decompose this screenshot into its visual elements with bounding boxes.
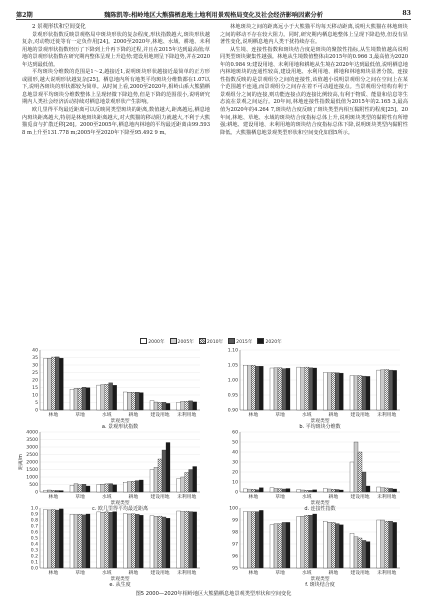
x-tick-label: 水域	[101, 495, 112, 500]
y-axis-label: 距离/m	[19, 454, 24, 470]
legend-label: 2000年	[148, 339, 165, 345]
y-tick-label: 0.8	[30, 518, 38, 524]
bar	[393, 370, 397, 410]
paragraph: 林地斑块之间的距离远小于大熊猫平均每天移动距离,说明大熊猫在林地斑块之间的移动不存在较大阻力。同时,研究期内栖息地整体上呈现下降趋势,但没有显著性变化,说明栖息地内人类干扰持续存在。	[220, 24, 408, 46]
bar	[189, 401, 193, 410]
panel-caption: b. 平均斑块分维数	[299, 424, 341, 430]
panel-caption: d. 连接性指数	[304, 506, 336, 512]
x-tick-label: 未利用地	[177, 413, 197, 418]
y-tick-label: 10	[32, 393, 38, 399]
bar	[181, 401, 185, 410]
y-tick-label: 30	[32, 363, 38, 369]
bar	[113, 485, 117, 492]
paragraph: 平均斑块分维数的范围是1～2,越接近1,说明斑块形状越接近最简单的正方形或圆形,越大说明形状越复杂[25]。栖息地内所有地类平均斑块分维数都在1.07以下,说明各斑块的形状都较为简单。从时间上看,2000至2020年,相岭山系大熊猫栖息地景观平均斑块分维数整体上呈现轻微下降趋势,但是下降的范围很小,说明研究期内人类社会经济活动持续对栖息地景观形状产生影响。	[22, 69, 210, 106]
chart-panel-f	[229, 506, 400, 588]
x-tick-label: 水域	[301, 413, 312, 418]
bar	[86, 388, 90, 410]
bar	[162, 517, 166, 568]
y-tick-label: 99	[232, 518, 238, 524]
y-tick-label: 40	[32, 348, 38, 354]
bar	[305, 367, 309, 410]
x-tick-label: 草地	[275, 413, 285, 418]
x-tick-label: 林地	[48, 495, 59, 500]
y-tick-label: 2000	[26, 460, 38, 466]
bar	[55, 357, 59, 410]
bar	[327, 522, 331, 568]
bar	[177, 402, 181, 410]
bar	[377, 370, 381, 410]
bar	[389, 370, 393, 410]
x-tick-label: 林地	[248, 413, 259, 418]
x-tick-label: 未利用地	[377, 571, 397, 576]
bar	[331, 489, 335, 492]
bar	[301, 367, 305, 410]
bar	[135, 392, 139, 410]
x-tick-label: 耕地	[128, 413, 139, 418]
bar	[123, 392, 127, 410]
bar	[247, 489, 251, 492]
bar	[251, 489, 255, 492]
x-tick-label: 林地	[48, 571, 59, 576]
bar	[78, 485, 82, 492]
x-tick-label: 草地	[275, 571, 285, 576]
y-tick-label: 25	[32, 371, 38, 377]
section-heading: 2 景观形状和空间变化	[32, 24, 86, 30]
bar	[150, 516, 154, 568]
y-tick-label: 500	[29, 483, 38, 489]
bar	[366, 376, 370, 410]
legend-label: 2015年	[236, 339, 253, 345]
bar	[354, 442, 358, 492]
bar	[193, 512, 197, 568]
bar	[189, 512, 193, 568]
bar	[255, 512, 259, 568]
legend-label: 2005年	[177, 339, 194, 345]
bar	[185, 473, 189, 493]
bar	[150, 401, 154, 410]
bar	[181, 477, 185, 492]
bar	[309, 368, 313, 410]
y-tick-label: 0.2	[30, 554, 38, 560]
bar	[393, 489, 397, 492]
bar	[109, 512, 113, 568]
bar	[82, 515, 86, 568]
y-tick-label: 1.10	[227, 348, 238, 354]
bar	[55, 491, 59, 492]
bar	[47, 490, 51, 492]
bar	[193, 467, 197, 493]
bar	[113, 385, 117, 410]
bar	[339, 373, 343, 410]
chart-panel-e	[31, 506, 200, 588]
bar	[70, 485, 74, 492]
y-tick-label: 0	[35, 490, 38, 496]
x-tick-label: 林地	[248, 495, 259, 500]
y-tick-label: 1.0	[30, 506, 38, 512]
bar	[313, 490, 317, 492]
bar	[282, 489, 286, 492]
bar	[154, 516, 158, 568]
bar	[43, 491, 47, 493]
bar	[327, 489, 331, 492]
bar	[51, 490, 55, 492]
x-tick-label: 水域	[301, 571, 312, 576]
x-tick-label: 未利用地	[177, 495, 197, 500]
bar	[297, 367, 301, 410]
bar	[255, 366, 259, 410]
y-tick-label: 97	[232, 542, 238, 548]
issue-number: 第2期	[16, 12, 33, 19]
bar	[278, 489, 282, 492]
x-tick-label: 草地	[75, 413, 85, 418]
bar	[131, 392, 135, 410]
bar	[243, 365, 247, 410]
bar	[274, 524, 278, 568]
x-tick-label: 建设用地	[350, 495, 370, 500]
bar	[158, 403, 162, 411]
x-tick-label: 林地	[248, 571, 259, 576]
bar	[259, 510, 263, 568]
bar	[47, 510, 51, 568]
x-axis-label: 景观类型	[110, 577, 130, 582]
y-tick-label: 95	[232, 566, 238, 572]
y-tick-label: 0.1	[30, 560, 38, 566]
running-title: 魏陈凯等:相岭地区大熊猫栖息地土地利用景观格局变化及社会经济影响因素分析	[104, 12, 323, 19]
x-axis-label: 景观类型	[310, 501, 330, 506]
x-axis-label: 景观类型	[110, 419, 130, 424]
y-tick-label: 0.6	[30, 530, 38, 536]
bar	[251, 512, 255, 568]
bar	[350, 533, 354, 568]
x-tick-label: 未利用地	[377, 495, 397, 500]
panel-caption: c. 欧几里得平均最近距离	[92, 506, 148, 512]
bar	[323, 521, 327, 568]
bar	[389, 488, 393, 492]
bar	[243, 489, 247, 492]
bar	[339, 490, 343, 492]
x-tick-label: 建设用地	[150, 495, 170, 500]
y-tick-label: 0.3	[30, 548, 38, 554]
x-tick-label: 耕地	[128, 571, 139, 576]
bar	[243, 512, 247, 568]
bar	[105, 484, 109, 492]
bar	[162, 450, 166, 492]
bar	[105, 512, 109, 568]
paragraph: 景观形状指数反映景观格局中斑块形状的复杂程度,形状指数越大,斑块形状越复杂,对动物迁徙等有一定负作用[24]。2000至2020年,林地、水域、耕地、未利用地的景观形状指数经历了下降到上升再下降的过程,并且在2015年达到最高值;草地的景观形状指数在研究期内整体呈现上升趋势;建设用地则呈下降趋势,并在2020年达到最低值。	[22, 31, 210, 68]
bar	[381, 520, 385, 568]
bar	[274, 368, 278, 410]
figure-caption: 图5 2000—2020年相岭地区大熊猫栖息地景观类型形状和空间变化	[135, 591, 292, 597]
bar	[185, 511, 189, 568]
y-tick-label: 40	[232, 450, 238, 456]
chart-panel-d	[232, 430, 400, 512]
bar	[247, 512, 251, 568]
bar	[158, 516, 162, 568]
y-tick-label: 1.05	[227, 363, 238, 369]
y-tick-label: 20	[32, 378, 38, 384]
bar	[297, 516, 301, 568]
bar	[282, 369, 286, 410]
panel-caption: a. 景观形状指数	[101, 424, 139, 430]
bar	[247, 366, 251, 410]
bar	[113, 512, 117, 568]
bar	[335, 490, 339, 493]
bar	[166, 443, 170, 493]
bar	[309, 515, 313, 568]
bar	[70, 389, 74, 410]
bar	[331, 373, 335, 411]
bar	[362, 472, 366, 492]
x-tick-label: 耕地	[328, 571, 339, 576]
y-tick-label: 1000	[26, 475, 38, 481]
bar	[309, 490, 313, 492]
y-tick-label: 0.90	[227, 408, 238, 414]
bar	[51, 357, 55, 410]
bar	[43, 510, 47, 568]
bar	[139, 480, 143, 492]
bar	[166, 403, 170, 410]
bar	[97, 485, 101, 493]
bar	[377, 487, 381, 492]
paragraph: 从生境、连接性指数和斑块结合度是斑块的聚散性指标,从生境数值越高说明同类型斑块聚集性越强。林地从生境数值整体由2015年的0.966 3,最高值为2020年的0.984 9;建设用地、未利用地和耕地从生境在2020年达到最低值,说明栖息地内林地斑块的连通性较高,建设用地、水利用地、耕地和林地斑块显著分散。连接性指数反映的是景观组分之间的连接性,该值越小说明景观组分之间在空间上在某个范围越不连通,而景观组分之间存在着不可动超连接点。当景观组分结构有利于景观组分之间的连接,则功能连接点的连接比例较高,有利于物质、能量和信息等生态流在景观之间运行。20年间,林地连接性指数最低值为2015年的2.165 3,最高值为2020年的4.264 7,斑块结合度反映了斑块类型内相互黏附性的程度[25]。20年间,林地、草地、水域的斑块结合度指标总体上升,说明斑块类型的黏附性有所增强;耕地、建设用地、未利用地的斑块结合度指标总体下降,说明斑块类型内黏附性降低。大熊猫栖息地景观类型形状和空间变化如图5所示。	[220, 46, 408, 136]
y-tick-label: 100	[229, 506, 238, 512]
bar	[286, 368, 290, 410]
x-tick-label: 水域	[101, 413, 112, 418]
bar	[82, 387, 86, 410]
chart-panel-b	[228, 348, 400, 430]
bar	[278, 524, 282, 568]
bar	[123, 514, 127, 568]
bar	[59, 358, 63, 410]
bar	[189, 470, 193, 493]
bar	[135, 514, 139, 568]
bar	[78, 388, 82, 410]
bar	[101, 385, 105, 410]
bar	[181, 511, 185, 568]
bar	[385, 521, 389, 568]
bar	[177, 479, 181, 493]
bar	[362, 376, 366, 410]
bar	[78, 514, 82, 568]
y-tick-label: 0	[35, 408, 38, 414]
bar	[86, 486, 90, 492]
y-tick-label: 30	[232, 460, 238, 466]
x-axis-label: 景观类型	[310, 577, 330, 582]
bar	[82, 484, 86, 492]
bar	[358, 452, 362, 492]
x-tick-label: 未利用地	[377, 413, 397, 418]
y-tick-label: 0	[235, 490, 238, 496]
bar	[313, 514, 317, 568]
bar	[323, 373, 327, 411]
bar	[123, 482, 127, 492]
y-tick-label: 60	[232, 430, 238, 436]
x-tick-label: 建设用地	[350, 571, 370, 576]
paragraph: 欧几里得平均最近距离可以反映同类型斑块的距离,数值越大,距离越远,栖息地内斑块距离越大,特别是林地斑块距离越大,对大熊猫的移动阻力就越大,不利于大熊猫觅食与扩散迁移[26]。2000至2005年,栖息地内林地的平均最近距离由99.593 8 m上升至131.778 m;2005年至2020年下降至95.492 9 m。	[22, 107, 210, 136]
x-tick-label: 建设用地	[150, 571, 170, 576]
y-tick-label: 50	[232, 440, 238, 446]
y-tick-label: 3500	[26, 438, 38, 444]
bar	[131, 481, 135, 492]
x-tick-label: 耕地	[328, 413, 339, 418]
bar	[381, 488, 385, 493]
bar	[259, 488, 263, 492]
y-tick-label: 5	[35, 401, 38, 407]
y-tick-label: 2500	[26, 453, 38, 459]
bar	[97, 385, 101, 410]
bar	[74, 388, 78, 410]
bar	[158, 459, 162, 492]
bar	[59, 491, 63, 492]
bar	[162, 402, 166, 410]
bar	[305, 490, 309, 492]
bar	[177, 511, 181, 568]
y-tick-label: 96	[232, 554, 238, 560]
bar	[193, 402, 197, 410]
bar	[154, 467, 158, 492]
bar	[362, 540, 366, 568]
bar	[331, 522, 335, 568]
y-tick-label: 0.4	[30, 542, 38, 548]
bar	[51, 510, 55, 569]
bar	[358, 376, 362, 411]
x-tick-label: 耕地	[128, 495, 139, 500]
bar	[270, 488, 274, 492]
bar	[101, 512, 105, 568]
x-tick-label: 水域	[301, 495, 312, 500]
page-number: 83	[402, 10, 411, 17]
legend-label: 2010年	[206, 339, 224, 345]
y-tick-label: 20	[232, 470, 238, 476]
bar	[270, 368, 274, 410]
bar	[105, 384, 109, 410]
bar	[55, 510, 59, 568]
y-tick-label: 35	[32, 356, 38, 362]
bar	[301, 490, 305, 492]
bar	[350, 462, 354, 492]
bar	[127, 514, 131, 568]
bar	[385, 488, 389, 492]
bar	[282, 522, 286, 568]
bar	[43, 359, 47, 410]
bar	[274, 489, 278, 493]
legend-label: 2020年	[265, 339, 282, 345]
y-tick-label: 1500	[26, 468, 38, 474]
bar	[86, 514, 90, 568]
bar	[109, 484, 113, 492]
x-tick-label: 草地	[275, 495, 285, 500]
chart-panel-a	[32, 348, 200, 430]
bar	[381, 370, 385, 410]
bar	[97, 512, 101, 568]
y-tick-label: 0.0	[30, 566, 38, 572]
bar	[135, 481, 139, 492]
bar	[393, 522, 397, 568]
x-tick-label: 建设用地	[150, 413, 170, 418]
bar	[358, 538, 362, 568]
y-tick-label: 10	[232, 480, 238, 486]
y-tick-label: 0.7	[30, 524, 38, 530]
panel-caption: e. 从生度	[109, 582, 131, 588]
bar	[305, 515, 309, 568]
bar	[74, 484, 78, 492]
x-tick-label: 耕地	[328, 495, 339, 500]
chart-panel-c	[17, 430, 200, 512]
bar	[150, 470, 154, 493]
bar	[47, 358, 51, 410]
x-tick-label: 未利用地	[177, 571, 197, 576]
bar	[166, 518, 170, 568]
bar	[354, 376, 358, 410]
bar	[297, 490, 301, 493]
y-tick-label: 0.9	[30, 512, 38, 518]
bar	[301, 516, 305, 568]
bar	[335, 373, 339, 410]
bar	[59, 509, 63, 568]
bar	[278, 368, 282, 410]
bar	[313, 368, 317, 410]
x-tick-label: 草地	[75, 571, 85, 576]
bar	[154, 402, 158, 410]
y-tick-label: 15	[32, 386, 38, 392]
x-tick-label: 建设用地	[350, 413, 370, 418]
panel-caption: f. 斑块结合度	[305, 582, 335, 588]
y-tick-label: 0.95	[227, 393, 238, 399]
bar	[127, 482, 131, 493]
y-tick-label: 98	[232, 530, 238, 536]
bar	[377, 520, 381, 568]
bar	[109, 383, 113, 410]
bar	[286, 489, 290, 492]
bar	[366, 542, 370, 568]
bar	[366, 486, 370, 492]
bar	[255, 490, 259, 492]
y-tick-label: 3000	[26, 445, 38, 451]
bar	[185, 401, 189, 410]
bar	[354, 537, 358, 568]
bar	[385, 370, 389, 411]
bar	[335, 524, 339, 568]
bar	[350, 376, 354, 411]
bar	[259, 366, 263, 410]
bar	[251, 365, 255, 410]
bar	[70, 514, 74, 568]
x-axis-label: 景观类型	[110, 501, 130, 506]
bar	[286, 522, 290, 568]
bar	[127, 392, 131, 410]
bar	[139, 515, 143, 568]
bar	[323, 489, 327, 493]
bar	[139, 393, 143, 410]
bar	[339, 525, 343, 568]
bar	[389, 521, 393, 568]
y-tick-label: 4000	[26, 430, 38, 436]
x-axis-label: 景观类型	[310, 419, 330, 424]
bar	[270, 525, 274, 568]
bar	[327, 373, 331, 410]
x-tick-label: 草地	[75, 495, 85, 500]
x-tick-label: 林地	[48, 413, 59, 418]
x-tick-label: 水域	[101, 571, 112, 576]
bar	[101, 484, 105, 492]
y-tick-label: 1.00	[227, 378, 238, 384]
bar	[131, 514, 135, 568]
bar	[74, 515, 78, 568]
y-tick-label: 0.5	[30, 536, 38, 542]
